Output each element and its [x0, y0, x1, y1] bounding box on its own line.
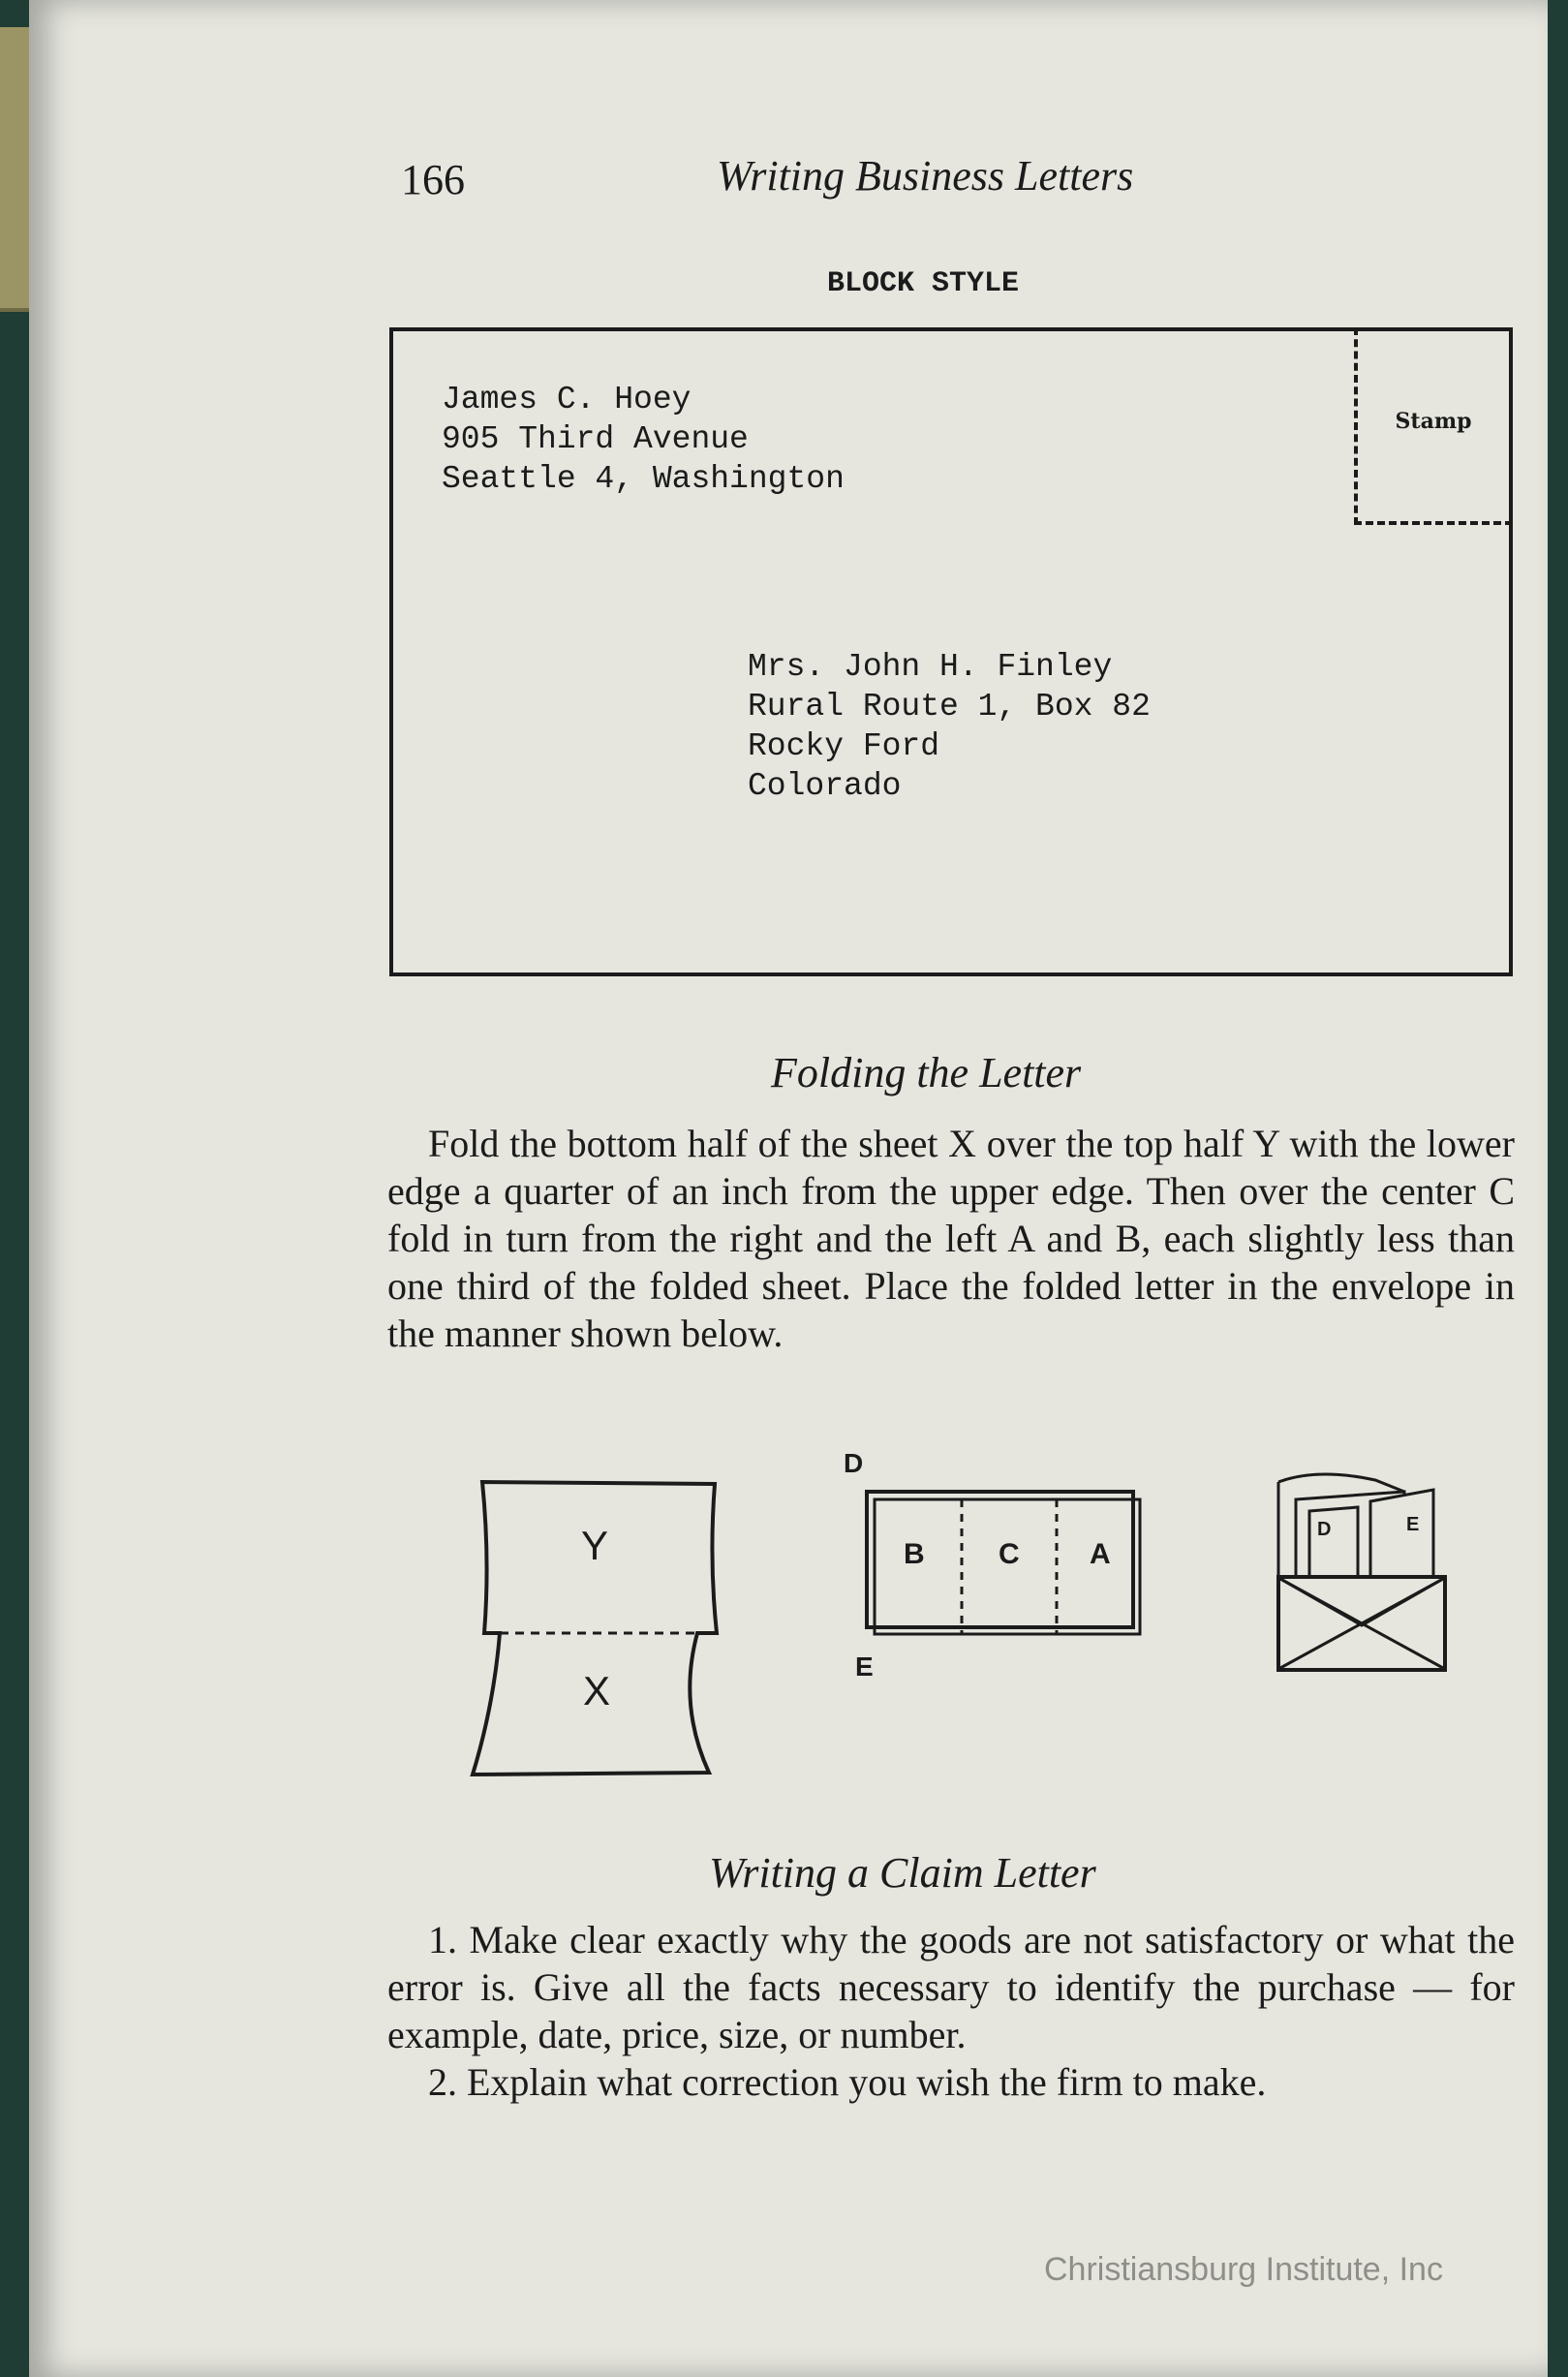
label-e: E: [855, 1652, 874, 1682]
envelope-insert-diagram: [1259, 1463, 1453, 1690]
stamp-box: [1354, 327, 1513, 525]
claim-list: [387, 1916, 1515, 2106]
claim-item: 2. Explain what correction you wish the firm to make.: [428, 2060, 1267, 2104]
claim-heading: Writing a Claim Letter: [709, 1849, 1096, 1897]
label-c: C: [999, 1538, 1020, 1570]
recipient-address-line: Rural Route 1, Box 82: [748, 689, 1151, 725]
label-y: Y: [581, 1523, 609, 1568]
page-content: [29, 0, 1548, 2377]
env-label-e: E: [1406, 1514, 1420, 1535]
block-style-label: BLOCK STYLE: [827, 267, 1020, 300]
recipient-address-line: Mrs. John H. Finley: [748, 649, 1113, 685]
book-page: [29, 0, 1548, 2377]
envelope-illustration: [389, 327, 1513, 976]
stamp-label: Stamp: [1395, 409, 1472, 434]
recipient-address-line: Colorado: [748, 768, 902, 804]
env-label-d: D: [1317, 1519, 1332, 1540]
letter-flap-panel: [1370, 1490, 1433, 1589]
folding-heading: Folding the Letter: [771, 1049, 1082, 1096]
fold-diagram-thirds: [828, 1443, 1148, 1690]
claim-item: 1. Make clear exactly why the goods are not satisfactory or what the error is. Give all the facts necessary to identify the purchase — for example, date, price, size, or number.: [387, 1918, 1515, 2056]
label-d: D: [844, 1448, 864, 1478]
page-number: 166: [401, 156, 465, 203]
return-address-line: Seattle 4, Washington: [442, 461, 845, 497]
watermark: Christiansburg Institute, Inc: [1044, 2251, 1443, 2288]
fold-diagram-halves: [455, 1463, 746, 1787]
label-a: A: [1090, 1538, 1111, 1570]
return-address: [442, 380, 845, 499]
running-title: Writing Business Letters: [717, 152, 1134, 200]
recipient-address: [748, 647, 1151, 806]
recipient-address-line: Rocky Ford: [748, 728, 940, 764]
label-b: B: [904, 1538, 925, 1570]
label-x: X: [583, 1668, 611, 1713]
return-address-line: 905 Third Avenue: [442, 421, 749, 457]
folding-paragraph: Fold the bottom half of the sheet X over the top half Y with the lower edge a quarter of an inch from the upper edge. Then over the center C fold in turn from the right and the left A and B, each slightly less than one third of the folded sheet. Place the folded letter in the envelope in the manner shown below.: [387, 1122, 1515, 1355]
return-address-line: James C. Hoey: [442, 382, 692, 417]
